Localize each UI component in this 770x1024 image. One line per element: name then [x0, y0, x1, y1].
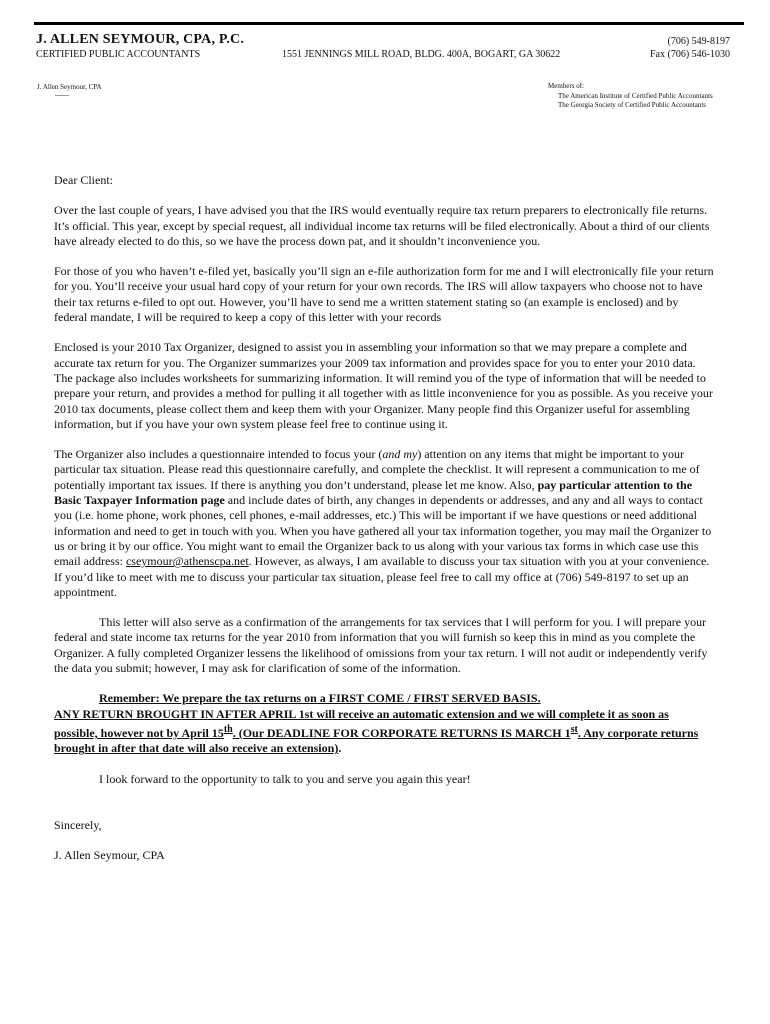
sidebar-name: J. Allen Seymour, CPA — [37, 83, 102, 91]
members-label: Members of: — [548, 82, 584, 90]
april-text: ANY RETURN BROUGHT IN AFTER APRIL 1st will receive an automatic extension and we will complete it as soon as possible, however not by April 15 — [54, 706, 669, 740]
text-segment: . However, as always, I am available to discuss your tax situation with you at your convenience. If you’d like to meet with me to discuss your particular tax situation, please feel free to call my office at (706) 549-8197 to set up an appointment. — [54, 554, 710, 599]
firm-fax: Fax (706) 546-1030 — [650, 49, 730, 60]
email-link[interactable]: cseymour@athenscpa.net — [125, 554, 249, 569]
april-notice — [54, 707, 714, 757]
firm-address: 1551 JENNINGS MILL ROAD, BLDG. 400A, BOGART, GA 30622 — [282, 49, 561, 60]
member-gscpa: The Georgia Society of Certified Public Accountants — [558, 101, 707, 109]
paragraph-questionnaire — [54, 447, 714, 600]
italic-text: and my — [382, 447, 418, 462]
signature: J. Allen Seymour, CPA — [54, 848, 165, 863]
remember-line: Remember: We prepare the tax returns on a FIRST COME / FIRST SERVED BASIS. — [99, 691, 541, 706]
bold-text: pay particular attention to the Basic Taxpayer Information page — [54, 477, 693, 508]
header-rule — [34, 22, 744, 25]
period: . — [338, 741, 342, 756]
superscript: th — [223, 723, 233, 735]
text-segment: ) attention on any items that might be important to your particular tax situation. Please read this questionnaire carefully, and complete the checklist. It will represent a communication to me of potentially important tax issues. If there is anything you don’t understand, please let me know. Also, — [54, 447, 700, 492]
paragraph-confirmation: This letter will also serve as a confirmation of the arrangements for tax services that I will perform for you. I will prepare your federal and state income tax returns for the year 2010 from information that you will furnish so keep this in mind as you complete the Organizer. A fully completed Organizer lessens the likelihood of omissions from your tax return. I will not audit or independently verify the data you submit; however, I may ask for clarification of some of the information. — [54, 615, 708, 676]
superscript: st — [570, 723, 578, 735]
letter-body — [54, 173, 714, 878]
paragraph-organizer: Enclosed is your 2010 Tax Organizer, designed to assist you in assembling your information so that we may prepare a complete and accurate tax return for you. The Organizer summarizes your 2009 tax information and provides space for you to enter your 2010 data. The package also includes worksheets for summarizing information. It will remind you of the type of information that will be needed to prepare your return, and provides a method for pulling it all together with as little inconvenience for you as possible. As you receive your 2010 tax documents, please collect them and keep them with your Organizer. Many people find this Organizer useful for assembling information, but if you have your own system please feel free to continue using it. — [54, 340, 713, 431]
sidebar-rule — [55, 95, 69, 96]
deadline-notice — [54, 691, 714, 756]
paragraph-authorization: For those of you who haven’t e-filed yet, basically you’ll sign an e-file authorization form for me and I will electronically file your return for you. You’ll receive your usual hard copy of your return for your own records. The IRS will allow taxpayers who choose not to have their tax returns e-filed to opt out. However, you’ll have to send me a written statement stating so (an example is enclosed) and by federal mandate, I will be required to keep a copy of this letter with your records — [54, 264, 714, 325]
firm-name: J. ALLEN SEYMOUR, CPA, P.C. — [36, 32, 245, 47]
paragraph-lookforward: I look forward to the opportunity to talk to you and serve you again this year! — [99, 771, 471, 786]
april-text: . Any corporate returns brought in after that date will also receive an extension) — [54, 725, 699, 756]
firm-subtitle: CERTIFIED PUBLIC ACCOUNTANTS — [36, 49, 201, 60]
paragraph-efile: Over the last couple of years, I have advised you that the IRS would eventually require tax return preparers to electronically file returns. It’s official. This year, except by special request, all individual income tax returns will be filed electronically. About a third of our clients have already elected to do this, so we have the process down pat, and it shouldn’t inconvenience you. — [54, 203, 710, 248]
member-aicpa: The American Institute of Certified Public Accountants — [558, 91, 713, 100]
text-segment: The Organizer also includes a questionnaire intended to focus your ( — [54, 447, 383, 462]
text-segment: and include dates of birth, any changes in dependents or addresses, and any and all ways to contact you (i.e. home phone, work phones, cell phones, e-mail addresses, etc.) This will be important if we have questions or need additional information and need to get in touch with you. When you have gathered all your tax information together, you may mail the Organizer to us or bring it by our office. You might want to email the Organizer back to us along with your various tax forms in which case use this email address: — [54, 493, 712, 569]
firm-phone: (706) 549-8197 — [667, 36, 730, 47]
memberships — [548, 82, 713, 111]
closing: Sincerely, — [54, 817, 102, 832]
salutation: Dear Client: — [54, 173, 113, 187]
april-text: . (Our DEADLINE FOR CORPORATE RETURNS IS MARCH 1 — [232, 725, 571, 740]
